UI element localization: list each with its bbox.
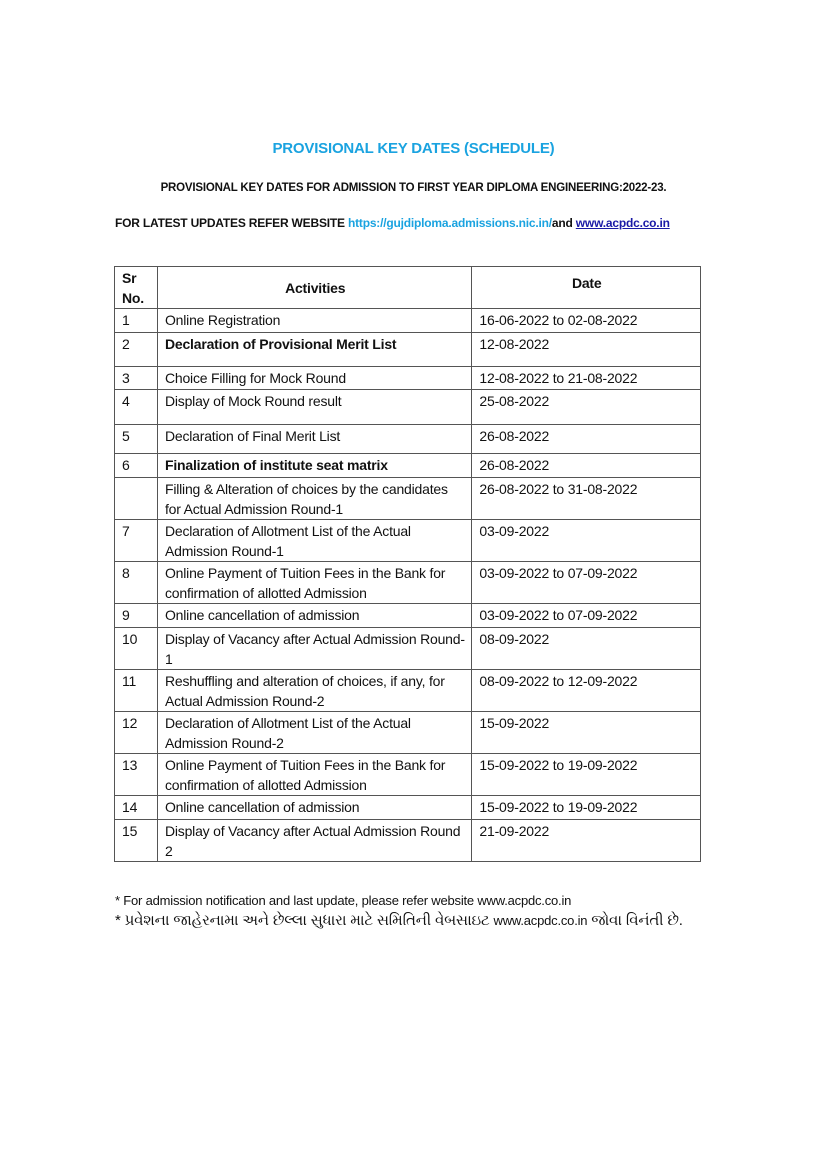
acpdc-link[interactable]: www.acpdc.co.in: [575, 216, 670, 230]
cell-activity: Declaration of Allotment List of the Actual Admission Round-2: [157, 712, 471, 754]
footnote-english: * For admission notification and last update, please refer website www.acpdc.co.in: [115, 893, 572, 908]
cell-activity: Finalization of institute seat matrix: [157, 454, 471, 478]
cell-sr: 12: [115, 712, 158, 754]
cell-activity: Online Registration: [157, 309, 471, 333]
cell-activity: Declaration of Provisional Merit List: [157, 333, 471, 367]
cell-activity: Online cancellation of admission: [157, 796, 471, 820]
page-subtitle: PROVISIONAL KEY DATES FOR ADMISSION TO FIRST YEAR DIPLOMA ENGINEERING:2022-23.: [160, 182, 667, 194]
cell-activity: Display of Vacancy after Actual Admission Round-1: [157, 628, 471, 670]
cell-sr: 4: [115, 390, 158, 425]
table-row: [115, 390, 701, 425]
cell-activity: Declaration of Final Merit List: [157, 425, 471, 454]
cell-date: 12-08-2022: [472, 333, 701, 367]
table-row: [115, 820, 701, 862]
cell-date: 16-06-2022 to 02-08-2022: [472, 309, 701, 333]
schedule-table: [114, 266, 701, 862]
cell-sr: 15: [115, 820, 158, 862]
table-row: [115, 712, 701, 754]
table-row: [115, 796, 701, 820]
table-row: [115, 628, 701, 670]
cell-sr: 13: [115, 754, 158, 796]
cell-sr: [115, 478, 158, 520]
cell-activity: Online cancellation of admission: [157, 604, 471, 628]
table-row: [115, 478, 701, 520]
cell-sr: 14: [115, 796, 158, 820]
table-row: [115, 454, 701, 478]
cell-activity: Choice Filling for Mock Round: [157, 367, 471, 390]
cell-sr: 7: [115, 520, 158, 562]
cell-date: 08-09-2022 to 12-09-2022: [472, 670, 701, 712]
table-row: [115, 562, 701, 604]
table-header-row: [115, 267, 701, 309]
cell-activity: Declaration of Allotment List of the Actual Admission Round-1: [157, 520, 471, 562]
cell-sr: 10: [115, 628, 158, 670]
cell-sr: 11: [115, 670, 158, 712]
cell-date: 21-09-2022: [472, 820, 701, 862]
cell-activity: Online Payment of Tuition Fees in the Bank for confirmation of allotted Admission: [157, 562, 471, 604]
updates-prefix: FOR LATEST UPDATES REFER WEBSITE: [115, 216, 348, 230]
cell-sr: 1: [115, 309, 158, 333]
table-row: [115, 309, 701, 333]
cell-date: 08-09-2022: [472, 628, 701, 670]
cell-date: 12-08-2022 to 21-08-2022: [472, 367, 701, 390]
updates-and: and: [551, 216, 576, 230]
header-sr-no: Sr No.: [115, 267, 158, 309]
gujdiploma-link[interactable]: https://gujdiploma.admissions.nic.in/: [347, 216, 552, 230]
footnote-site: www.acpdc.co.in: [493, 913, 588, 928]
cell-sr: 3: [115, 367, 158, 390]
table-row: [115, 520, 701, 562]
cell-date: 15-09-2022: [472, 712, 701, 754]
table-row: [115, 367, 701, 390]
cell-date: 26-08-2022: [472, 425, 701, 454]
cell-date: 03-09-2022 to 07-09-2022: [472, 562, 701, 604]
cell-date: 03-09-2022: [472, 520, 701, 562]
cell-date: 26-08-2022: [472, 454, 701, 478]
header-activities: Activities: [157, 267, 471, 309]
cell-date: 15-09-2022 to 19-09-2022: [472, 796, 701, 820]
table-row: [115, 754, 701, 796]
footnote-gujarati: * પ્રવેશના જાહેરનામા અને છેલ્લા સુધારા માટે સમિતિની વેબસાઇટ www.acpdc.co.in જોવા વિનંતી છે.: [115, 912, 683, 929]
cell-date: 26-08-2022 to 31-08-2022: [472, 478, 701, 520]
updates-line: [115, 216, 735, 230]
cell-date: 25-08-2022: [472, 390, 701, 425]
table-row: [115, 604, 701, 628]
header-date: Date: [472, 267, 701, 309]
cell-date: 15-09-2022 to 19-09-2022: [472, 754, 701, 796]
cell-sr: 8: [115, 562, 158, 604]
cell-activity: Display of Mock Round result: [157, 390, 471, 425]
table-row: [115, 425, 701, 454]
cell-activity: Online Payment of Tuition Fees in the Bank for confirmation of allotted Admission: [157, 754, 471, 796]
table-row: [115, 670, 701, 712]
page-title: PROVISIONAL KEY DATES (SCHEDULE): [272, 140, 555, 157]
cell-sr: 6: [115, 454, 158, 478]
cell-sr: 5: [115, 425, 158, 454]
cell-activity: Reshuffling and alteration of choices, if any, for Actual Admission Round-2: [157, 670, 471, 712]
cell-activity: Display of Vacancy after Actual Admission Round 2: [157, 820, 471, 862]
cell-sr: 2: [115, 333, 158, 367]
cell-sr: 9: [115, 604, 158, 628]
table-row: [115, 333, 701, 367]
cell-activity: Filling & Alteration of choices by the candidates for Actual Admission Round-1: [157, 478, 471, 520]
cell-date: 03-09-2022 to 07-09-2022: [472, 604, 701, 628]
